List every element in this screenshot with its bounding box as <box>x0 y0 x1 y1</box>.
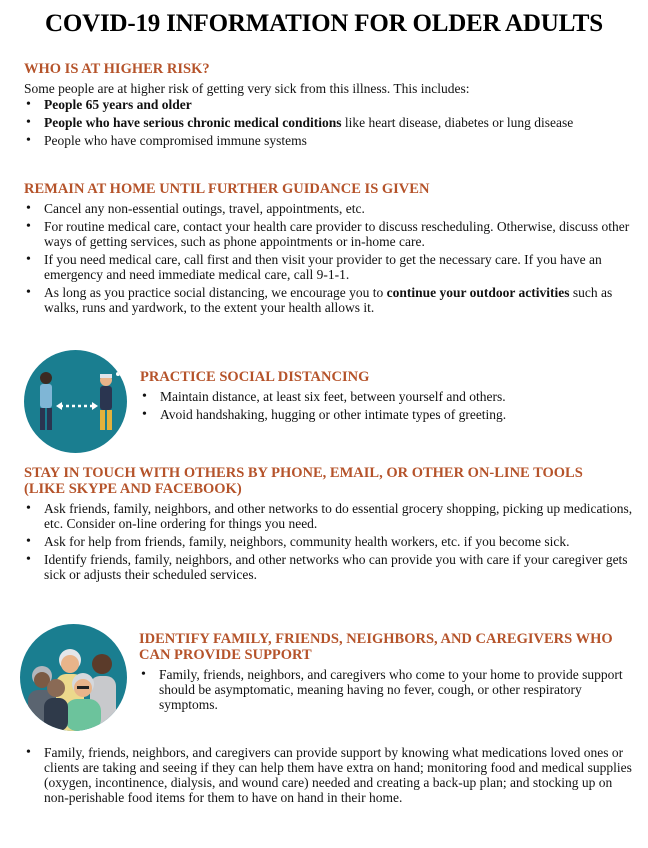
section-support-details <box>24 745 634 808</box>
section-higher-risk <box>24 61 634 151</box>
heading-remain-home: REMAIN AT HOME UNTIL FURTHER GUIDANCE IS GIVEN <box>24 181 430 197</box>
social-distancing-list <box>140 389 630 422</box>
list-item <box>24 97 634 112</box>
section-provide-support <box>139 631 634 715</box>
list-item-bold: People 65 years and older <box>44 97 192 112</box>
older-adults-group-icon <box>20 624 127 731</box>
section-stay-in-touch <box>24 465 634 585</box>
section-remain-home <box>24 181 634 318</box>
section-social-distancing <box>140 369 630 425</box>
list-item: • Ask for help from friends, family, neighbors, community health workers, etc. if you become sick. <box>24 534 634 549</box>
heading-higher-risk: WHO IS AT HIGHER RISK? <box>24 61 210 77</box>
stay-in-touch-list <box>24 501 634 582</box>
heading-provide-support: IDENTIFY FAMILY, FRIENDS, NEIGHBORS, AND CAREGIVERS WHO CAN PROVIDE SUPPORT <box>139 631 613 663</box>
list-item-text: such as walks, runs and yardwork, to the extent your health allows it. <box>44 285 613 315</box>
list-item: • If you need medical care, call first and then visit your provider to get the necessary care. If you have an emergency and need immediate medical care, call 9-1-1. <box>24 252 634 282</box>
list-item: • Avoid handshaking, hugging or other intimate types of greeting. <box>140 407 630 422</box>
remain-home-list <box>24 201 634 315</box>
list-item <box>24 285 634 315</box>
higher-risk-list <box>24 97 634 148</box>
list-item: • Identify friends, family, neighbors, and other networks who can provide you with care if your caregiver gets sick or adjusts their scheduled services. <box>24 552 634 582</box>
list-item: • Ask friends, family, neighbors, and other networks to do essential grocery shopping, picking up medications, etc. Consider on-line ordering for things you need. <box>24 501 634 531</box>
social-distancing-icon <box>24 350 127 453</box>
list-item-text: like heart disease, diabetes or lung disease <box>341 115 574 130</box>
heading-stay-in-touch: STAY IN TOUCH WITH OTHERS BY PHONE, EMAIL, OR OTHER ON-LINE TOOLS (LIKE SKYPE AND FACEBOOK) <box>24 465 583 497</box>
social-distancing-illustration <box>24 350 127 453</box>
heading-social-distancing: PRACTICE SOCIAL DISTANCING <box>140 369 370 385</box>
list-item: • Cancel any non-essential outings, travel, appointments, etc. <box>24 201 634 216</box>
page-title: COVID-19 INFORMATION FOR OLDER ADULTS <box>45 10 603 37</box>
list-item: • Family, friends, neighbors, and caregivers can provide support by knowing what medications loved ones or clients are taking and seeing if they can help them have extra on hand; monitoring food and medical supplies (oxygen, incontinence, dialysis, and wound care) needed and creating a back-up plan; and stocking up on non-perishable food items for them to have on hand in their home. <box>24 745 634 805</box>
list-item-bold: People who have serious chronic medical conditions <box>44 115 342 130</box>
list-item-text: As long as you practice social distancing, we encourage you to <box>44 285 387 300</box>
list-item: • For routine medical care, contact your health care provider to discuss rescheduling. Otherwise, discuss other ways of getting services, such as phone appointments or in-home care. <box>24 219 634 249</box>
higher-risk-intro: Some people are at higher risk of getting very sick from this illness. This includes: <box>24 81 470 96</box>
list-item <box>24 115 634 130</box>
list-item: • Family, friends, neighbors, and caregivers who come to your home to provide support should be asymptomatic, meaning having no fever, cough, or other respiratory symptoms. <box>139 667 634 712</box>
list-item: • People who have compromised immune systems <box>24 133 634 148</box>
list-item-bold: continue your outdoor activities <box>386 285 570 300</box>
older-adults-illustration <box>20 624 127 731</box>
provide-support-list <box>139 667 634 712</box>
support-details-list <box>24 745 634 805</box>
list-item: • Maintain distance, at least six feet, between yourself and others. <box>140 389 630 404</box>
